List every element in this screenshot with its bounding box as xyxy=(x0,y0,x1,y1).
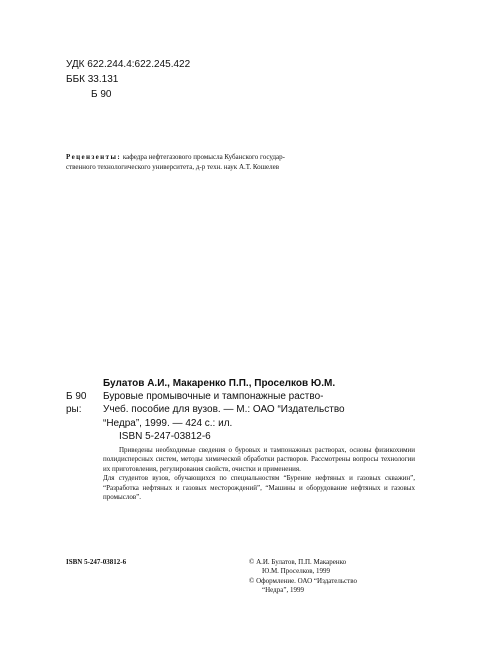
footer-isbn: ISBN 5-247-03812-6 xyxy=(66,558,127,566)
catalog-title-2-left: ры: xyxy=(66,404,82,416)
classification-block xyxy=(66,57,190,102)
annotation-paragraph-2: Для студентов вузов, обучающихся по специальностям “Бурение нефтяных и газовых скважин”, “Разработка нефтяных и газовых месторождений”, “Машины и оборудование нефтяных и газовых промыслов”. xyxy=(103,474,415,502)
bbk-code: ББК 33.131 xyxy=(66,74,119,85)
copyright-authors-1: © А.И. Булатов, П.П. Макаренко xyxy=(249,558,347,566)
reviewers-label: Рецензенты: xyxy=(66,153,122,161)
reviewers-text-1: кафедра нефтегазового промысла Кубанского государ- xyxy=(122,153,285,161)
catalog-title-1: Буровые промывочные и тампонажные раство- xyxy=(103,391,324,403)
reviewers-text-2: ственного технологического университета, д-р техн. наук А.Т. Кошелев xyxy=(66,163,280,171)
annotation-paragraph-1: Приведены необходимые сведения о буровых и тампонажных растворах, основы физикохимии полидисперсных систем, методы химической обработки растворов. Рассмотрены вопросы технологии их приготовления, регулирования свойств, очистки и применения. xyxy=(103,446,415,473)
reviewers-block xyxy=(66,152,418,172)
copyright-design-1: © Оформление. ОАО “Издательство xyxy=(249,576,357,585)
udk-code: УДК 622.244.4:622.245.422 xyxy=(66,59,191,70)
catalog-authors: Булатов А.И., Макаренко П.П., Проселков Ю.М. xyxy=(103,378,336,389)
catalog-card xyxy=(66,377,418,443)
catalog-title-3: “Недра”, 1999. — 424 с.: ил. xyxy=(103,417,233,429)
author-index: Б 90 xyxy=(91,89,112,100)
catalog-isbn: ISBN 5-247-03812-6 xyxy=(119,430,211,442)
copyright-block xyxy=(249,558,429,595)
catalog-index: Б 90 xyxy=(66,391,87,403)
catalog-title-2: Учеб. пособие для вузов. — М.: ОАО “Издательство xyxy=(103,404,345,416)
copyright-authors-2: Ю.М. Проселков, 1999 xyxy=(262,567,331,576)
copyright-design-2: “Недра”, 1999 xyxy=(262,585,304,594)
annotation-block xyxy=(103,446,415,502)
